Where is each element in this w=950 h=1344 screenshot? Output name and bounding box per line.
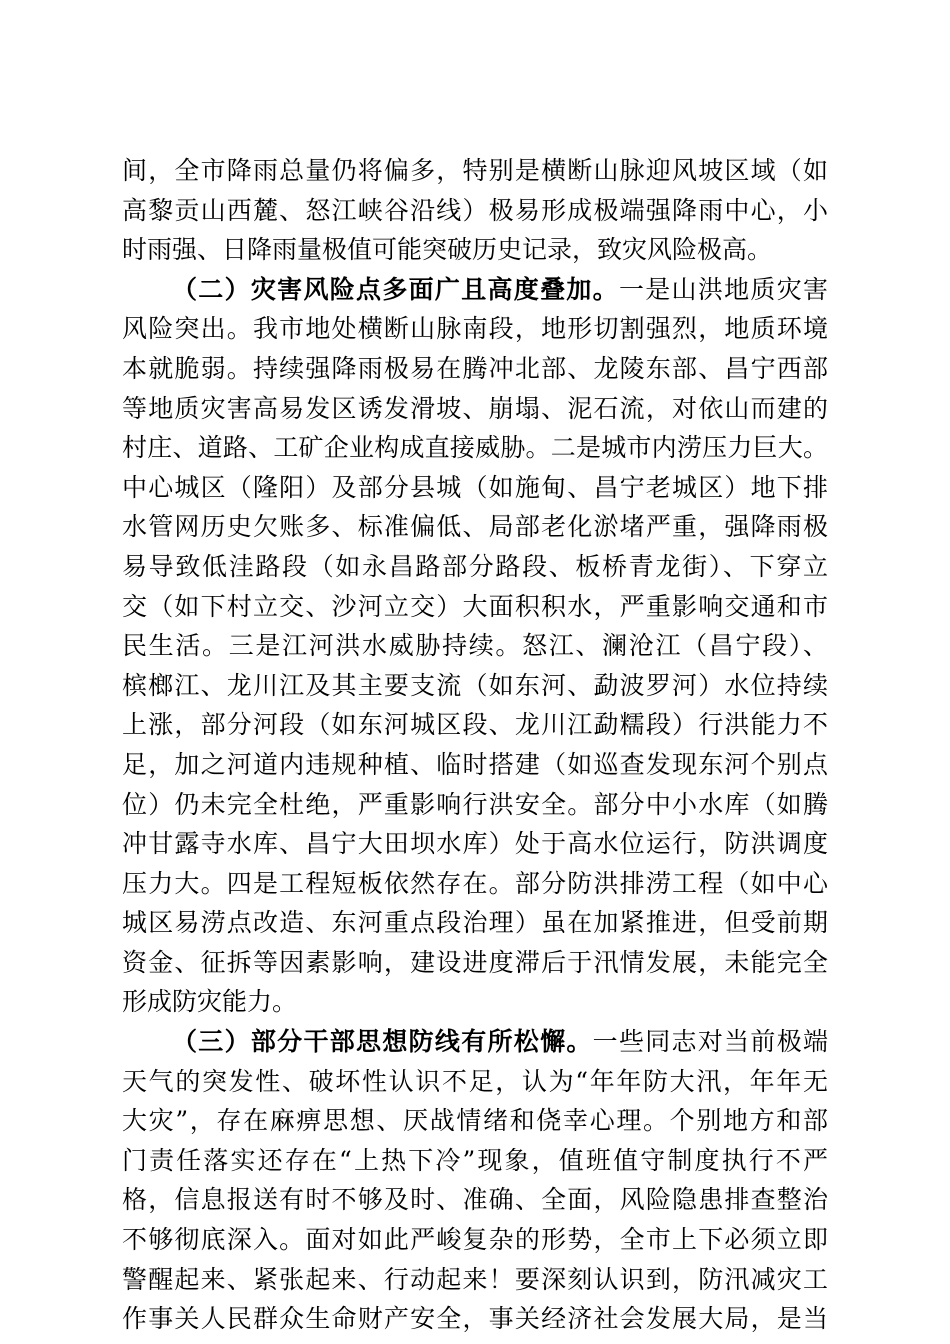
text-line: 时雨强、日降雨量极值可能突破历史记录，致灾风险极高。 <box>122 235 773 265</box>
text-line: 足，加之河道内违规种植、临时搭建（如巡查发现东河个别点 <box>122 749 828 779</box>
text-line: 位）仍未完全杜绝，严重影响行洪安全。部分中小水库（如腾 <box>122 789 828 819</box>
text-line: 压力大。四是工程短板依然存在。部分防洪排涝工程（如中心 <box>122 868 828 898</box>
text-line: 民生活。三是江河洪水威胁持续。怒江、澜沧江（昌宁段）、 <box>122 631 828 661</box>
text-line: 高黎贡山西麓、怒江峡谷沿线）极易形成极端强降雨中心，小 <box>122 195 828 225</box>
section-two-first-line-rest: 一是山洪地质灾害 <box>618 274 828 304</box>
text-line: 冲甘露寺水库、昌宁大田坝水库）处于高水位运行，防洪调度 <box>122 829 828 859</box>
text-line: 上涨，部分河段（如东河城区段、龙川江勐糯段）行洪能力不 <box>122 710 828 740</box>
section-three-first-line <box>122 1022 828 1062</box>
text-line: 本就脆弱。持续强降雨极易在腾冲北部、龙陵东部、昌宁西部 <box>122 353 828 383</box>
text-line: 村庄、道路、工矿企业构成直接威胁。二是城市内涝压力巨大。 <box>122 433 828 463</box>
section-three-paragraph <box>122 1022 828 1339</box>
text-line: 资金、征拆等因素影响，建设进度滞后于汛情发展，未能完全 <box>122 947 828 977</box>
text-line: 形成防灾能力。 <box>122 987 298 1017</box>
text-line: 门责任落实还存在“上热下冷”现象，值班值守制度执行不严 <box>122 1145 828 1175</box>
text-line: 大灾”，存在麻痹思想、厌战情绪和侥幸心理。个别地方和部 <box>122 1106 828 1136</box>
section-two-heading: （二）灾害风险点多面广且高度叠加。 <box>172 274 619 304</box>
section-two-first-line <box>122 270 828 310</box>
text-line: 城区易涝点改造、东河重点段治理）虽在加紧推进，但受前期 <box>122 908 828 938</box>
text-line: 格，信息报送有时不够及时、准确、全面，风险隐患排查整治 <box>122 1185 828 1215</box>
text-line: 不够彻底深入。面对如此严峻复杂的形势，全市上下必须立即 <box>122 1225 828 1255</box>
text-line: 水管网历史欠账多、标准偏低、局部老化淤堵严重，强降雨极 <box>122 512 828 542</box>
text-line: 易导致低洼路段（如永昌路部分路段、板桥青龙街）、下穿立 <box>122 551 828 581</box>
text-line: 中心城区（隆阳）及部分县城（如施甸、昌宁老城区）地下排 <box>122 472 828 502</box>
text-line: 间，全市降雨总量仍将偏多，特别是横断山脉迎风坡区域（如 <box>122 156 828 185</box>
section-two-paragraph <box>122 270 828 1022</box>
document-page <box>122 151 828 1339</box>
section-three-first-line-rest: 一些同志对当前极端 <box>592 1027 828 1057</box>
paragraph-continuation <box>122 151 828 270</box>
text-line: 警醒起来、紧张起来、行动起来！要深刻认识到，防汛减灾工 <box>122 1264 828 1294</box>
text-line: 交（如下村立交、沙河立交）大面积积水，严重影响交通和市 <box>122 591 828 621</box>
text-line: 天气的突发性、破坏性认识不足，认为“年年防大汛，年年无 <box>122 1066 828 1096</box>
text-line: 等地质灾害高易发区诱发滑坡、崩塌、泥石流，对依山而建的 <box>122 393 828 423</box>
text-line: 作事关人民群众生命财产安全，事关经济社会发展大局，是当 <box>122 1304 828 1334</box>
text-line: 槟榔江、龙川江及其主要支流（如东河、勐波罗河）水位持续 <box>122 670 828 700</box>
section-three-heading: （三）部分干部思想防线有所松懈。 <box>172 1027 593 1057</box>
text-line: 风险突出。我市地处横断山脉南段，地形切割强烈，地质环境 <box>122 314 828 344</box>
